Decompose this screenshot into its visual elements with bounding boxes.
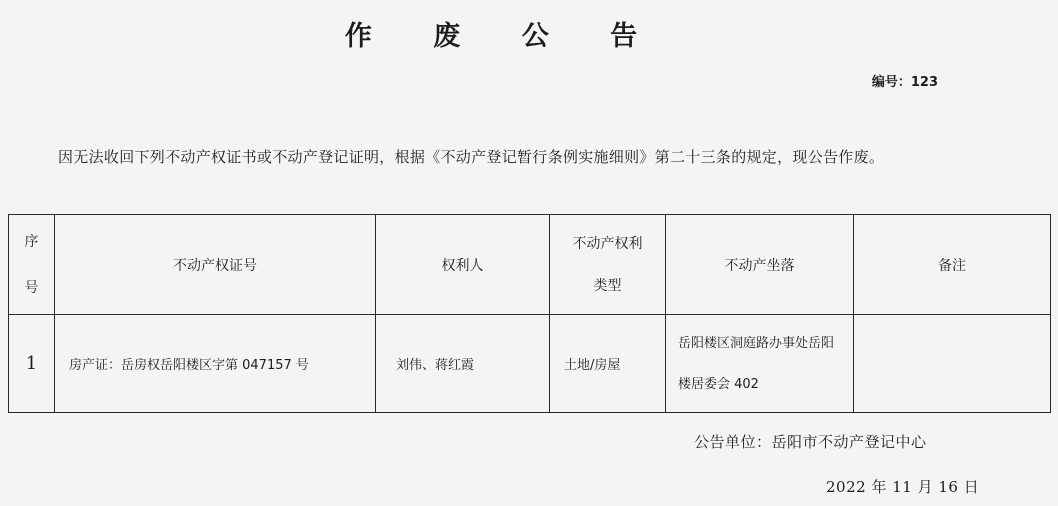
header-type-line2: 类型 [593,277,622,294]
table-row [9,315,1051,413]
header-seq-line2: 号 [24,279,39,296]
serial-number: 编号：123 [871,75,938,90]
cell-cert-no: 房产证：岳房权岳阳楼区字第 047157 号 [55,315,376,413]
header-type-line1: 不动产权利 [572,235,643,252]
issuer-line: 公告单位：岳阳市不动产登记中心 [694,433,927,451]
cell-location-line2: 楼居委会 402 [678,376,759,392]
cell-remarks [854,315,1051,413]
notice-body: 因无法收回下列不动产权证书或不动产登记证明，根据《不动产登记暂行条例实施细则》第二十三条的规定，现公告作废。 [58,148,885,166]
cell-owner: 刘伟、蒋红霞 [376,315,550,413]
notice-title: 作 废 公 告 [344,21,664,52]
header-right-type [550,215,666,315]
cell-location [666,315,854,413]
header-remarks: 备注 [854,215,1051,315]
cell-location-line1: 岳阳楼区洞庭路办事处岳阳 [678,335,835,351]
table-header-row [9,215,1051,315]
cell-right-type: 土地/房屋 [550,315,666,413]
header-location: 不动产坐落 [666,215,854,315]
issue-date: 2022 年 11 月 16 日 [826,478,980,496]
header-owner: 权利人 [376,215,550,315]
cell-seq: 1 [9,315,55,413]
header-seq-line1: 序 [24,233,39,250]
header-seq [9,215,55,315]
header-cert-no: 不动产权证号 [55,215,376,315]
void-certificate-table [8,214,1051,413]
